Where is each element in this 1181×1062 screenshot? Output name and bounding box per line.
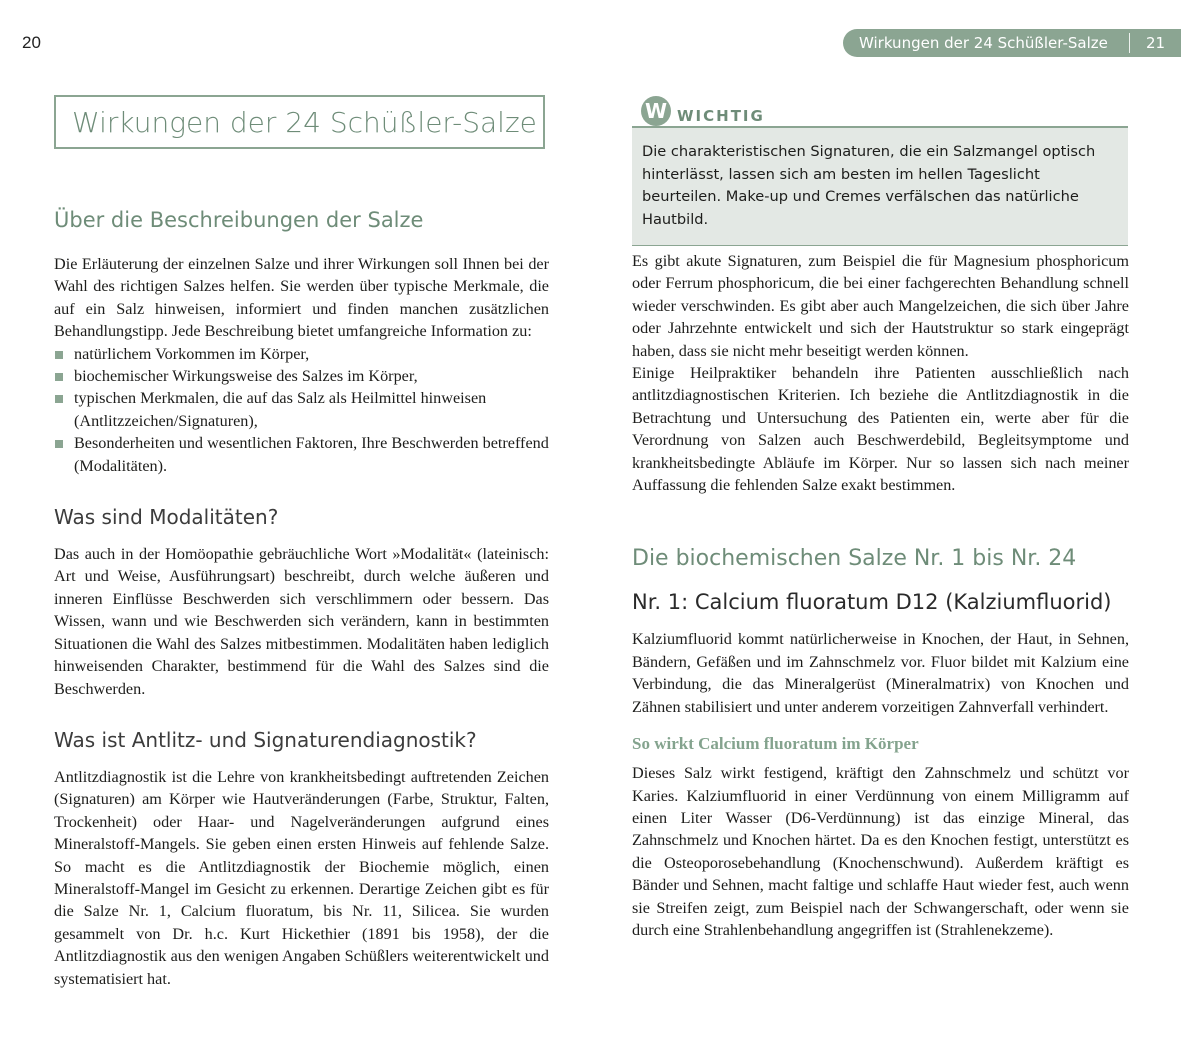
section-heading-modalities: Was sind Modalitäten? <box>54 505 279 530</box>
list-item: typischen Merkmalen, die auf das Salz als Heilmittel hinweisen (Antlitzzeichen/Signaturen), <box>54 387 549 432</box>
list-item: biochemischer Wirkungsweise des Salzes im Körper, <box>54 365 549 387</box>
running-header-divider <box>1129 33 1130 53</box>
salt-heading-nr1: Nr. 1: Calcium fluoratum D12 (Kalziumfluorid) <box>632 590 1112 615</box>
antlitz-paragraph: Antlitzdiagnostik ist die Lehre von krankheitsbedingt auftretenden Zeichen (Signaturen) am Körper wie Hautveränderungen (Farbe, Struktur, Falten, Trockenheit) oder Haar- und Nagelveränderungen aufgrund eines Mineralstoff-Mangels. Sie geben einen ersten Hinweis auf fehlende Salze. So macht es die Antlitzdiagnostik der Biochemie möglich, einen Mineralstoff-Mangel im Gesicht zu erkennen. Derartige Zeichen gibt es für die Salze Nr. 1, Calcium fluoratum, bis Nr. 11, Silicea. Sie wurden gesammelt von Dr. h.c. Kurt Hickethier (1891 bis 1958), der die Antlitzdiagnostik aus den wenigen Angaben Schüßlers weiterentwickelt und systematisiert hat. <box>54 767 549 988</box>
effect-paragraph: Dieses Salz wirkt festigend, kräftigt den Zahnschmelz und schützt vor Karies. Kalziumfluorid in einer Verdünnung von einem Milligramm auf einen Liter Wasser (D6-Verdünnung) ist das einzige Mineral, das Zahnschmelz und Knochen härtet. Da es den Knochen festigt, unterstützt es die Osteoporosebehandlung (Knochenschwund). Außerdem kräftigt es Bänder und Sehnen, macht faltige und schlaffe Haut wieder fest, auch wenn sie Streifen zeigt, zum Beispiel nach der Schwangerschaft, oder wenn sie durch eine Strahlenbehandlung angegriffen ist (Strahlenekzeme). <box>632 764 1129 939</box>
page-number-right: 21 <box>1145 34 1166 52</box>
running-header-title: Wirkungen der 24 Schüßler-Salze <box>859 34 1108 52</box>
right-column <box>632 250 1129 941</box>
list-item: natürlichem Vorkommen im Körper, <box>54 343 549 365</box>
effect-subheading: So wirkt Calcium fluoratum im Körper <box>632 734 919 754</box>
running-header <box>843 29 1181 57</box>
important-text: Die charakteristischen Signaturen, die ein Salzmangel optisch hinterlässt, lassen sich am besten im hellen Tageslicht beurteilen. Make-up und Cremes verfälschen das natürliche Hautbild. <box>632 126 1128 246</box>
signatures-paragraph: Es gibt akute Signaturen, zum Beispiel die für Magnesium phosphoricum oder Ferrum phosphoricum, die bei einer fachgerechten Behandlung schnell wieder verschwinden. Es gibt aber auch Mangelzeichen, die sich über Jahre oder Jahrzehnte entwickelt und sich der Hautstruktur so stark eingeprägt haben, dass sie nicht mehr beseitigt werden können. <box>632 252 1129 360</box>
section-heading-descriptions: Über die Beschreibungen der Salze <box>54 208 424 232</box>
important-label: WICHTIG <box>677 107 765 125</box>
chapter-title-box: Wirkungen der 24 Schüßler-Salze <box>54 95 545 149</box>
list-item: Besonderheiten und wesentlichen Faktoren, Ihre Beschwerden betreffend (Modalitäten). <box>54 432 549 477</box>
page-number-left: 20 <box>22 33 41 52</box>
important-header <box>632 96 1128 126</box>
left-column <box>54 205 549 990</box>
info-bullet-list <box>54 343 549 477</box>
important-box <box>632 96 1128 246</box>
important-badge-icon: W <box>641 96 671 126</box>
section-heading-antlitz: Was ist Antlitz- und Signaturendiagnostik? <box>54 727 477 752</box>
section-heading-salts: Die biochemischen Salze Nr. 1 bis Nr. 24 <box>632 546 1077 572</box>
practitioners-paragraph: Einige Heilpraktiker behandeln ihre Patienten ausschließlich nach antlitzdiagnostischen Kriterien. Ich beziehe die Antlitzdiagnostik in die Betrachtung und Untersuchung des Patienten ein, werte aber für die Verordnung von Salzen auch Beschwerdebild, Begleitsymptome und krankheitsbedingte Abläufe im Körper. Nur so lassen sich nach meiner Auffassung die fehlenden Salze exakt bestimmen. <box>632 364 1129 495</box>
salt-description-paragraph: Kalziumfluorid kommt natürlicherweise in Knochen, der Haut, in Sehnen, Bändern, Gefäßen und im Zahnschmelz vor. Fluor bildet mit Kalzium eine Verbindung, die das Mineralgerüst (Mineralmatrix) von Knochen und Zähnen stabilisiert und unter anderem vorzeitigen Zahnverfall verhindert. <box>632 630 1129 716</box>
modalities-paragraph: Das auch in der Homöopathie gebräuchliche Wort »Modalität« (lateinisch: Art und Weise, Ausführungsart) beschreibt, durch welche äußeren und inneren Einflüsse Beschwerden sich verschlimmern oder bessern. Das Wissen, wann und wie Beschwerden sich verändern, kann in bestimmten Situationen die Wahl des Salzes mitbestimmen. Modalitäten haben lediglich hinweisenden Charakter, bestimmend für die Wahl des Salzes sind die Beschwerden. <box>54 545 549 698</box>
intro-paragraph: Die Erläuterung der einzelnen Salze und ihrer Wirkungen soll Ihnen bei der Wahl des richtigen Salzes helfen. Sie werden über typische Merkmale, die auf ein Salz hinweisen, informiert und finden manchen zusätzlichen Behandlungstipp. Jede Beschreibung bietet umfangreiche Information zu: <box>54 255 549 341</box>
